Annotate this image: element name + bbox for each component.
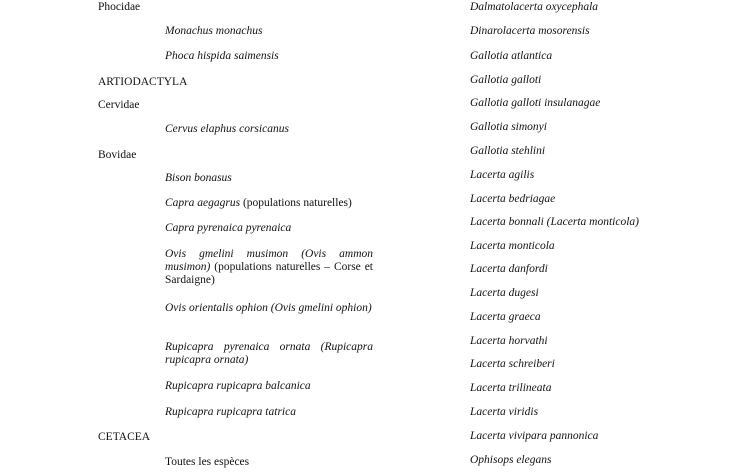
order-cetacea: CETACEA xyxy=(98,431,151,443)
right-item: Lacerta agilis xyxy=(470,169,535,181)
right-item: Ophisops elegans xyxy=(470,454,552,466)
right-item: Dalmatolacerta oxycephala xyxy=(470,1,599,13)
right-item: Lacerta danfordi xyxy=(470,263,548,275)
species-capra-aegagrus xyxy=(165,197,352,210)
right-item: Lacerta trilineata xyxy=(470,382,552,394)
species-rupicapra-pyrenaica: Rupicapra pyrenaica ornata (Rupicapra rupicapra ornata) xyxy=(165,341,373,366)
right-item: Lacerta viridis xyxy=(470,406,539,418)
right-item: Lacerta dugesi xyxy=(470,287,539,299)
right-column xyxy=(470,0,750,473)
right-item: Gallotia galloti xyxy=(470,74,542,86)
species-monachus: Monachus monachus xyxy=(165,25,263,37)
family-bovidae: Bovidae xyxy=(98,149,137,161)
family-cervidae: Cervidae xyxy=(98,99,140,111)
right-item: Lacerta schreiberi xyxy=(470,358,555,370)
right-item: Lacerta monticola xyxy=(470,240,555,252)
right-item: Gallotia simonyi xyxy=(470,121,547,133)
family-phocidae: Phocidae xyxy=(98,1,141,13)
right-item: Gallotia galloti insulanagae xyxy=(470,97,601,109)
species-ovis-gmelini xyxy=(165,248,373,287)
right-item: Lacerta bonnali (Lacerta monticola) xyxy=(470,216,639,228)
species-capra-aegagrus-note: (populations naturelles) xyxy=(240,197,352,209)
species-capra-pyrenaica: Capra pyrenaica pyrenaica xyxy=(165,222,292,234)
right-item: Lacerta graeca xyxy=(470,311,541,323)
species-ovis-gmelini-name: Ovis gmelini musimon (Ovis ammon musimon) xyxy=(165,248,373,273)
order-artiodactyla: ARTIODACTYLA xyxy=(98,76,188,88)
species-ovis-gmelini-note: (populations naturelles – Corse et Sardaigne) xyxy=(165,261,373,286)
species-toutes: Toutes les espèces xyxy=(165,456,250,468)
right-item: Lacerta bedriagae xyxy=(470,193,556,205)
right-item: Lacerta vivipara pannonica xyxy=(470,430,599,442)
species-ovis-orientalis: Ovis orientalis ophion (Ovis gmelini ophion) xyxy=(165,302,372,314)
species-bison: Bison bonasus xyxy=(165,172,232,184)
species-phoca: Phoca hispida saimensis xyxy=(165,50,279,62)
species-rupicapra-tatrica: Rupicapra rupicapra tatrica xyxy=(165,406,296,418)
species-cervus: Cervus elaphus corsicanus xyxy=(165,123,289,135)
species-rupicapra-balcanica: Rupicapra rupicapra balcanica xyxy=(165,380,311,392)
right-item: Dinarolacerta mosorensis xyxy=(470,25,590,37)
right-item: Lacerta horvathi xyxy=(470,335,548,347)
right-item: Gallotia stehlini xyxy=(470,145,546,157)
right-item: Gallotia atlantica xyxy=(470,50,553,62)
species-capra-aegagrus-name: Capra aegagrus xyxy=(165,197,241,209)
